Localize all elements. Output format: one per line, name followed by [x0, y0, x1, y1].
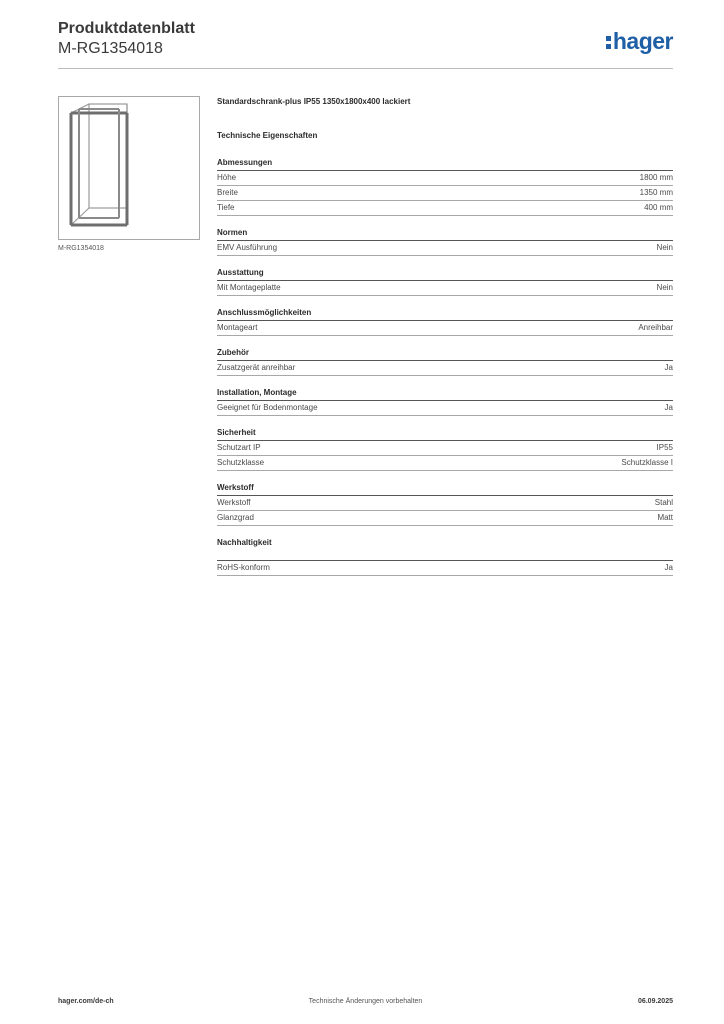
group-heading: Normen [217, 227, 673, 241]
spec-value: 1800 mm [639, 173, 673, 182]
product-title: Standardschrank-plus IP55 1350x1800x400 lackiert [217, 97, 411, 106]
spec-label: Zusatzgerät anreihbar [217, 363, 296, 372]
spec-value: 400 mm [644, 203, 673, 212]
spec-label: Geeignet für Bodenmontage [217, 403, 318, 412]
spec-value: Matt [657, 513, 673, 522]
spec-row [217, 361, 673, 376]
group-abmessungen [217, 157, 673, 216]
spec-row [217, 496, 673, 511]
spec-row [217, 241, 673, 256]
spec-value: Ja [664, 363, 673, 372]
product-image [58, 96, 200, 240]
spec-label: Breite [217, 188, 238, 197]
spec-value: Schutzklasse I [621, 458, 673, 467]
spec-row [217, 456, 673, 471]
image-caption: M-RG1354018 [58, 245, 104, 252]
spec-row [217, 511, 673, 526]
group-heading: Nachhaltigkeit [217, 538, 272, 547]
spec-label: Glanzgrad [217, 513, 254, 522]
group-heading: Ausstattung [217, 267, 673, 281]
spec-row [217, 401, 673, 416]
spec-value: Nein [656, 283, 673, 292]
group-heading: Sicherheit [217, 427, 673, 441]
hager-logo [606, 28, 673, 55]
spec-row [217, 560, 673, 576]
group-installation [217, 387, 673, 416]
spec-label: EMV Ausführung [217, 243, 278, 252]
group-heading: Werkstoff [217, 482, 673, 496]
spec-label: Schutzart IP [217, 443, 261, 452]
spec-value: 1350 mm [639, 188, 673, 197]
section-heading: Technische Eigenschaften [217, 131, 318, 140]
group-ausstattung [217, 267, 673, 296]
page-header [58, 20, 673, 70]
spec-row [217, 321, 673, 336]
group-sicherheit [217, 427, 673, 471]
spec-value: Nein [656, 243, 673, 252]
spec-label: Mit Montageplatte [217, 283, 281, 292]
page-footer [58, 998, 673, 1010]
spec-row [217, 171, 673, 186]
spec-value: Ja [664, 563, 673, 572]
spec-row [217, 201, 673, 216]
spec-value: Ja [664, 403, 673, 412]
document-title: Produktdatenblatt [58, 20, 195, 37]
footer-website-link[interactable]: hager.com/de-ch [58, 998, 114, 1005]
header-divider [58, 68, 673, 69]
spec-label: Höhe [217, 173, 237, 182]
spec-row [217, 281, 673, 296]
spec-row [217, 441, 673, 456]
spec-value: Stahl [654, 498, 673, 507]
logo-dots-icon [606, 32, 612, 50]
cabinet-frame-icon [59, 97, 199, 239]
group-heading: Abmessungen [217, 157, 673, 171]
spec-label: Werkstoff [217, 498, 251, 507]
footer-notice: Technische Änderungen vorbehalten [308, 998, 423, 1005]
spec-value: Anreihbar [638, 323, 673, 332]
spec-value: IP55 [656, 443, 673, 452]
footer-date: 06.09.2025 [637, 998, 673, 1005]
group-anschlussmoeglichkeiten [217, 307, 673, 336]
group-werkstoff [217, 482, 673, 526]
spec-label: Schutzklasse [217, 458, 265, 467]
group-normen [217, 227, 673, 256]
spec-label: Tiefe [217, 203, 235, 212]
spec-label: RoHS-konform [217, 563, 270, 572]
group-heading: Installation, Montage [217, 387, 673, 401]
article-number: M-RG1354018 [58, 40, 163, 57]
group-nachhaltigkeit [217, 537, 673, 576]
group-heading: Anschlussmöglichkeiten [217, 307, 673, 321]
group-heading: Zubehör [217, 347, 673, 361]
specification-panel [217, 96, 673, 576]
spec-row [217, 186, 673, 201]
spec-label: Montageart [217, 323, 258, 332]
group-zubehoer [217, 347, 673, 376]
logo-text: hager [612, 28, 673, 54]
